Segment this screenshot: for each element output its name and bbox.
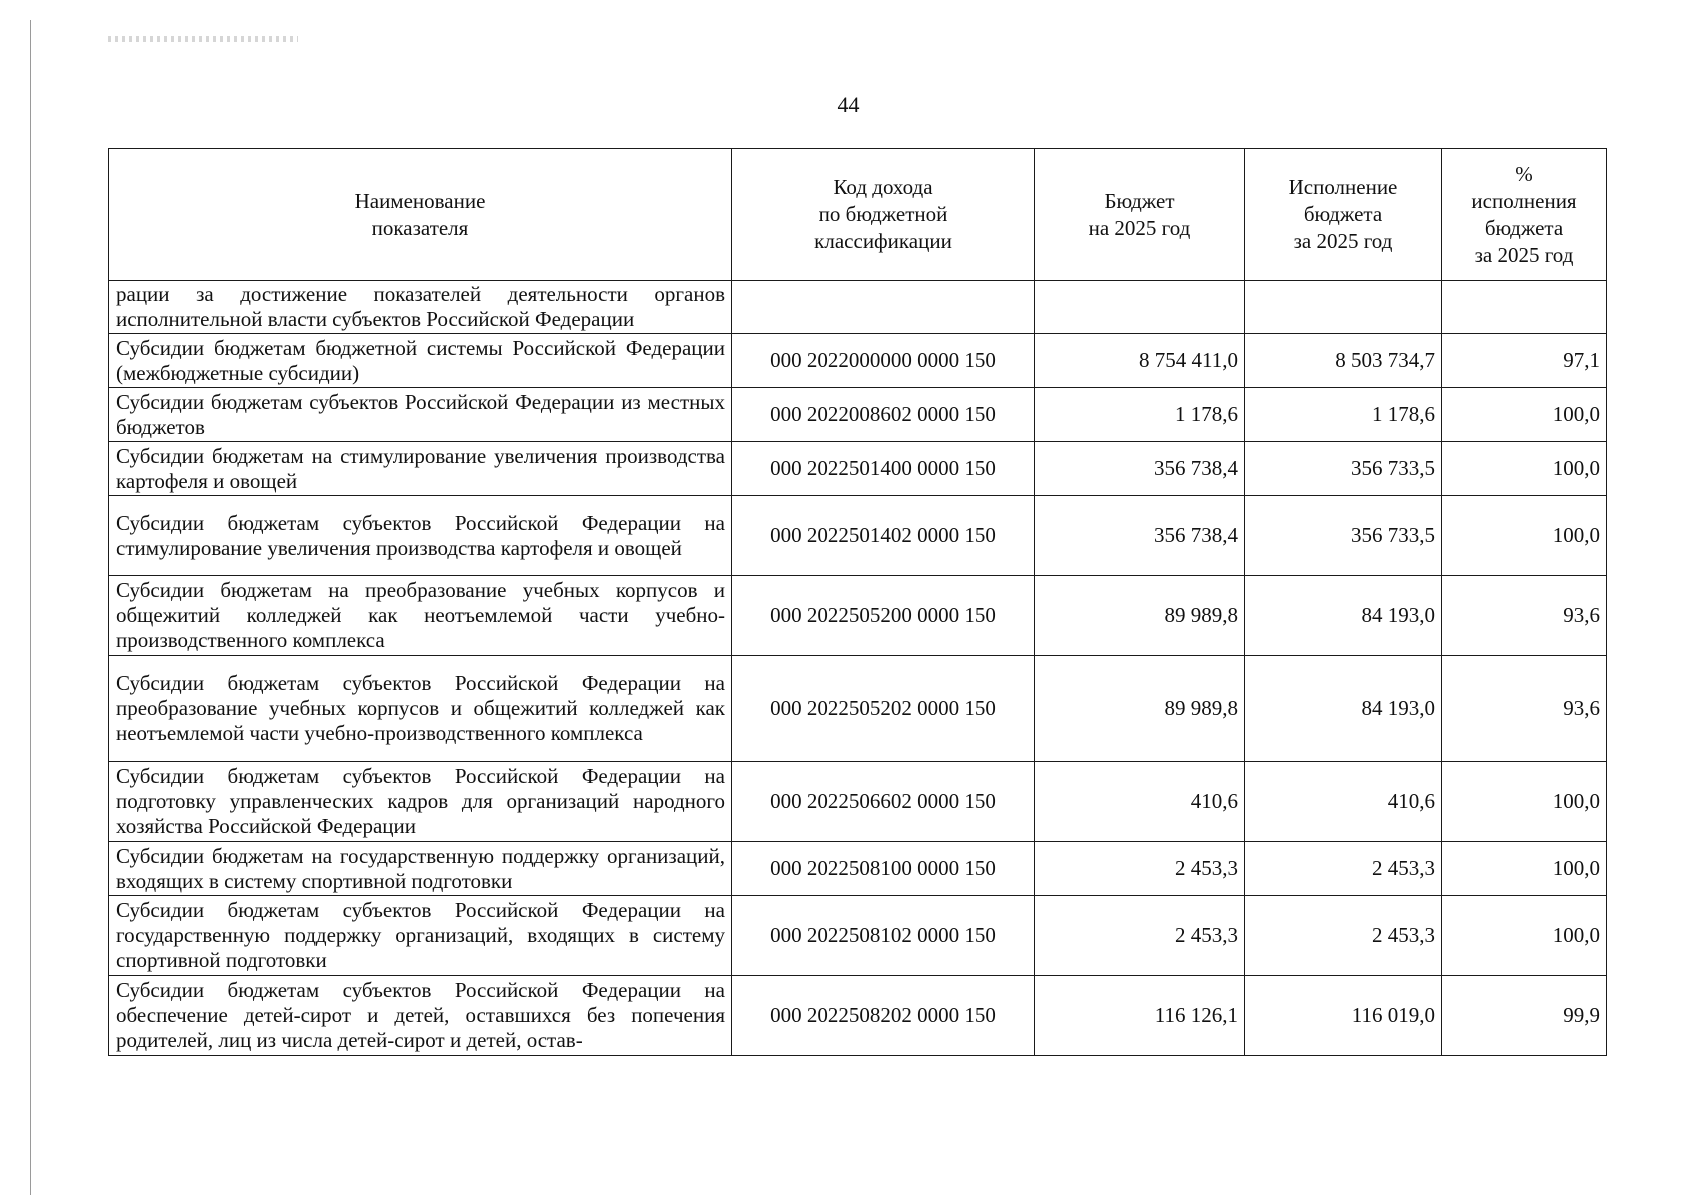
col-header-name [109,149,732,281]
percent-cell: 100,0 [1442,762,1607,842]
budget-cell: 2 453,3 [1035,896,1245,976]
budget-cell: 356 738,4 [1035,442,1245,496]
execution-cell: 84 193,0 [1245,576,1442,656]
budget-cell: 8 754 411,0 [1035,334,1245,388]
budget-cell: 116 126,1 [1035,976,1245,1056]
header-line: Код дохода [833,175,933,199]
percent-cell: 100,0 [1442,896,1607,976]
name-cell: Субсидии бюджетам субъектов Российской Федерации на стимулирование увеличения производства картофеля и овощей [109,496,732,576]
header-line: показателя [371,215,469,240]
header-line: бюджета [1303,202,1383,226]
header-line: за 2025 год [1293,229,1393,253]
budget-table [108,148,1607,1056]
header-line: Бюджет [1104,188,1175,213]
percent-cell: 99,9 [1442,976,1607,1056]
code-cell: 000 2022508102 0000 150 [732,896,1035,976]
execution-cell [1245,281,1442,334]
header-line: классификации [814,229,952,253]
name-cell: Субсидии бюджетам бюджетной системы Российской Федерации (межбюджетные субсидии) [109,334,732,388]
table-row [109,896,1607,976]
table-header-row [109,149,1607,281]
code-cell: 000 2022501400 0000 150 [732,442,1035,496]
name-cell: Субсидии бюджетам субъектов Российской Федерации на государственную поддержку организаций, входящих в систему спортивной подготовки [109,896,732,976]
name-cell: рации за достижение показателей деятельности органов исполнительной власти субъектов Российской Федерации [109,281,732,334]
code-cell: 000 2022506602 0000 150 [732,762,1035,842]
name-cell: Субсидии бюджетам на преобразование учебных корпусов и общежитий колледжей как неотъемлемой части учебно-производственного комплекса [109,576,732,656]
table-row [109,388,1607,442]
budget-cell: 2 453,3 [1035,842,1245,896]
col-header-execution [1245,149,1442,281]
scan-header-noise [108,36,298,42]
percent-cell: 93,6 [1442,576,1607,656]
execution-cell: 1 178,6 [1245,388,1442,442]
col-header-budget [1035,149,1245,281]
budget-cell: 410,6 [1035,762,1245,842]
header-line: исполнения [1471,188,1577,213]
code-cell: 000 2022505202 0000 150 [732,656,1035,762]
budget-cell [1035,281,1245,334]
table-row [109,576,1607,656]
percent-cell: 97,1 [1442,334,1607,388]
code-cell: 000 2022505200 0000 150 [732,576,1035,656]
header-line: на 2025 год [1088,215,1191,240]
table-row [109,976,1607,1056]
percent-cell [1442,281,1607,334]
code-cell: 000 2022000000 0000 150 [732,334,1035,388]
page-number: 44 [837,92,860,117]
code-cell [732,281,1035,334]
name-cell: Субсидии бюджетам на стимулирование увеличения производства картофеля и овощей [109,442,732,496]
execution-cell: 8 503 734,7 [1245,334,1442,388]
table-row [109,496,1607,576]
code-cell: 000 2022501402 0000 150 [732,496,1035,576]
table-row [109,656,1607,762]
table-body [109,281,1607,1056]
header-line: бюджета [1484,215,1564,240]
header-line: Наименование [354,188,486,213]
table-row [109,281,1607,334]
execution-cell: 2 453,3 [1245,842,1442,896]
header-line: Исполнение [1288,175,1398,199]
execution-cell: 356 733,5 [1245,442,1442,496]
percent-cell: 100,0 [1442,842,1607,896]
percent-cell: 100,0 [1442,442,1607,496]
table-row [109,762,1607,842]
scan-edge-line [30,20,31,1195]
name-cell: Субсидии бюджетам субъектов Российской Федерации на преобразование учебных корпусов и общежитий колледжей как неотъемлемой части учебно-производственного комплекса [109,656,732,762]
table-row [109,842,1607,896]
name-cell: Субсидии бюджетам на государственную поддержку организаций, входящих в систему спортивной подготовки [109,842,732,896]
code-cell: 000 2022508202 0000 150 [732,976,1035,1056]
percent-cell: 93,6 [1442,656,1607,762]
percent-cell: 100,0 [1442,496,1607,576]
percent-cell: 100,0 [1442,388,1607,442]
name-cell: Субсидии бюджетам субъектов Российской Федерации из местных бюджетов [109,388,732,442]
table-row [109,334,1607,388]
col-header-code [732,149,1035,281]
budget-cell: 356 738,4 [1035,496,1245,576]
header-line: % [1515,161,1533,186]
execution-cell: 84 193,0 [1245,656,1442,762]
table-row [109,442,1607,496]
execution-cell: 2 453,3 [1245,896,1442,976]
budget-cell: 89 989,8 [1035,576,1245,656]
col-header-percent [1442,149,1607,281]
code-cell: 000 2022008602 0000 150 [732,388,1035,442]
name-cell: Субсидии бюджетам субъектов Российской Федерации на обеспечение детей-сирот и детей, оставшихся без попечения родителей, лиц из числа детей-сирот и детей, остав- [109,976,732,1056]
budget-cell: 89 989,8 [1035,656,1245,762]
execution-cell: 356 733,5 [1245,496,1442,576]
header-line: по бюджетной [818,202,948,226]
execution-cell: 410,6 [1245,762,1442,842]
code-cell: 000 2022508100 0000 150 [732,842,1035,896]
header-line: за 2025 год [1474,242,1574,267]
execution-cell: 116 019,0 [1245,976,1442,1056]
name-cell: Субсидии бюджетам субъектов Российской Федерации на подготовку управленческих кадров для организаций народного хозяйства Российской Федерации [109,762,732,842]
budget-cell: 1 178,6 [1035,388,1245,442]
